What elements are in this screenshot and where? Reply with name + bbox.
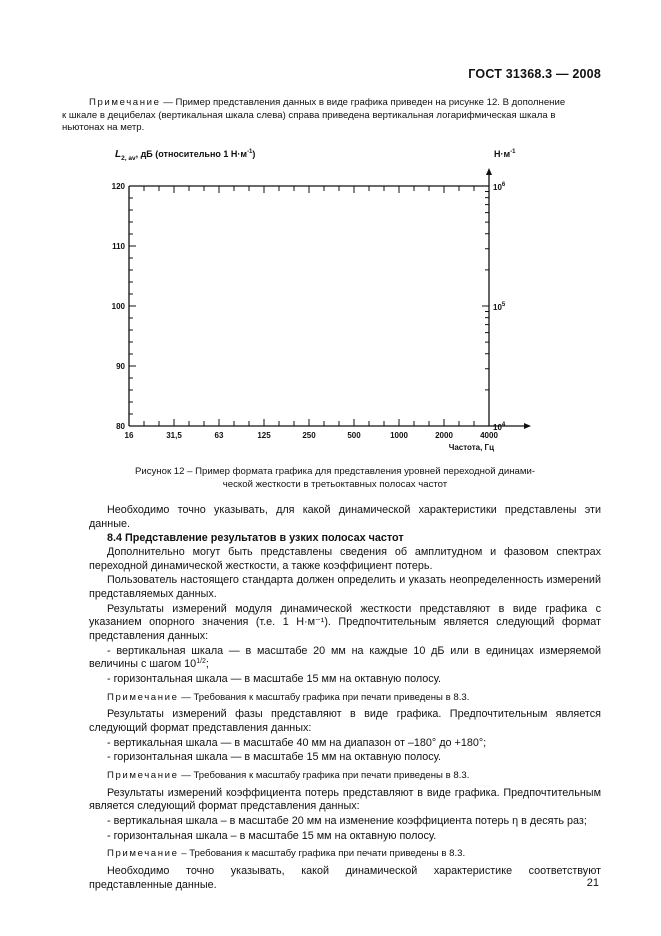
- x-tick-label: 4000: [480, 431, 498, 440]
- y-axis-label-right: $Н\cdot м^{-1}$: [494, 149, 516, 159]
- note-1-prefix: Примечание: [107, 691, 179, 703]
- note-3-text: – Требования к масштабу графика при печати приведены в 8.3.: [178, 848, 466, 860]
- paragraph-5-item-2: - горизонтальная шкала — в масштабе 15 мм на октавную полосу.: [107, 751, 441, 764]
- paragraph-6-item-2: - горизонтальная шкала – в масштабе 15 мм на октавную полосу.: [107, 829, 437, 842]
- note-2-text: — Требования к масштабу графика при печати приведены в 8.3.: [178, 770, 470, 781]
- note-top-line2: к шкале в децибелах (вертикальная шкала слева) справа приведена вертикальная логарифмическая шкала в: [62, 109, 556, 121]
- paragraph-7: Необходимо точно указывать, какой динамической характеристике соответствуют представленные данные.: [89, 864, 601, 891]
- body-text: [89, 504, 601, 893]
- x-tick-label: 2000: [435, 431, 453, 440]
- x-tick-label: 500: [347, 431, 361, 440]
- paragraph-6: Результаты измерений коэффициента потерь представляют в виде графика. Предпочтительным является следующий формат представления данных:: [89, 786, 601, 813]
- y-tick-label-right: $10^4$: [493, 422, 506, 432]
- x-axis-arrow: [524, 423, 531, 429]
- y-tick-label-left: 90: [116, 362, 125, 371]
- note-2: [89, 769, 601, 783]
- item-sup: 1/2: [196, 658, 206, 666]
- paragraph-4-item-1: [89, 645, 601, 672]
- y-axis-arrow: [486, 168, 492, 175]
- note-top-line3: ньютонах на метр.: [62, 122, 145, 134]
- x-tick-label: 63: [214, 431, 224, 440]
- paragraph-4: Результаты измерений модуля динамической жесткости представляют в виде графика с указанием опорного значения (т.е. 1 Н·м⁻¹). Предпочтительным является следующий формат представления данных:: [89, 602, 601, 642]
- paragraph-3: Пользователь настоящего стандарта должен определить и указать неопределенность измерений представляемых данных.: [89, 574, 601, 600]
- x-tick-label: 31,5: [166, 431, 182, 440]
- paragraph-2: Дополнительно могут быть представлены сведения об амплитудном и фазовом спектрах переходной динамической жесткости, а также коэффициент потерь.: [89, 545, 601, 572]
- x-axis-label: Частота, Гц: [448, 443, 494, 452]
- y-axis-label-left: $L_{2, av}$, дБ (относительно 1 $Н\cdot м^{-1}$): [115, 149, 256, 162]
- note-3: [89, 847, 601, 861]
- item-text: - вертикальная шкала — в масштабе 20 мм на каждые 10 дБ или в единицах измеряемой величины с шагом 10: [89, 644, 601, 671]
- y-tick-label-left: 100: [111, 302, 125, 311]
- y-tick-label-left: 120: [111, 182, 125, 191]
- paragraph-5-item-1: - вертикальная шкала — в масштабе 40 мм на диапазон от –180° до +180°;: [107, 736, 487, 749]
- item-end: ;: [205, 658, 209, 671]
- x-tick-label: 16: [124, 431, 134, 440]
- paragraph-1: Необходимо точно указывать, для какой динамической характеристики представлены эти данные.: [89, 504, 601, 530]
- note-text-1: — Пример представления данных в виде графика приведен на рисунке 12. В дополнение: [160, 97, 566, 108]
- note-1-text: — Требования к масштабу графика при печати приведены в 8.3.: [178, 691, 470, 703]
- y-tick-label-right: $10^6$: [493, 182, 506, 192]
- note-prefix: Примечание: [89, 97, 161, 108]
- x-tick-label: 125: [257, 431, 271, 440]
- caption-line1: Рисунок 12 – Пример формата графика для представления уровней переходной динами-: [134, 466, 536, 477]
- note-1: [89, 691, 601, 705]
- x-tick-label: 1000: [390, 431, 408, 440]
- paragraph-6-item-1: - вертикальная шкала – в масштабе 20 мм на изменение коэффициента потерь η в десять раз;: [107, 814, 587, 827]
- y-tick-label-right: $10^5$: [493, 302, 506, 312]
- page-number: 21: [586, 877, 599, 889]
- figure-caption: [100, 466, 570, 491]
- y-tick-label-left: 80: [116, 422, 125, 431]
- section-heading: 8.4 Представление результатов в узких полосах частот: [107, 532, 404, 545]
- paragraph-5: Результаты измерений фазы представляют в виде графика. Предпочтительным является следующий формат представления данных:: [89, 708, 601, 734]
- x-tick-label: 250: [302, 431, 316, 440]
- chart-root: [112, 149, 531, 452]
- note-2-prefix: Примечание: [107, 770, 179, 781]
- caption-line2: ческой жесткости в третьоктавных полосах частот: [222, 478, 448, 490]
- y-tick-label-left: 110: [112, 242, 125, 251]
- paragraph-4-item-2: - горизонтальная шкала — в масштабе 15 мм на октавную полосу.: [107, 673, 441, 686]
- document-header: ГОСТ 31368.3 — 2008: [468, 67, 601, 81]
- note-3-prefix: Примечание: [107, 848, 179, 860]
